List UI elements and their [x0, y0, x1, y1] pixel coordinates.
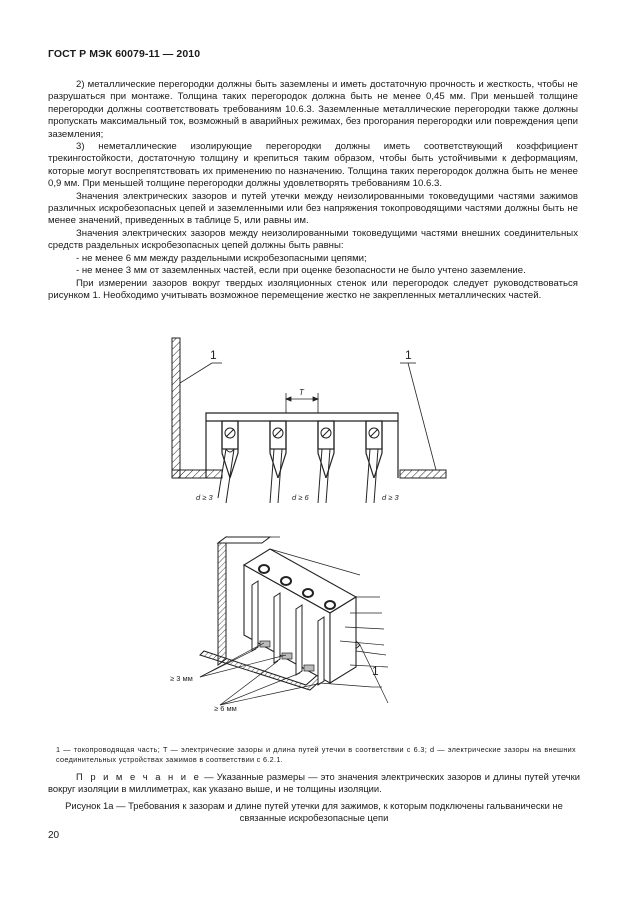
terminal-cross-section-figure	[160, 333, 460, 513]
figure-caption: Рисунок 1а — Требования к зазорам и длине путей утечки для зажимов, к которым подключены гальванически не связанные искробезопасные цепи	[65, 800, 563, 824]
label-d-left: d ≥ 3	[196, 493, 213, 502]
figure-note	[48, 771, 580, 795]
label-1: 1	[372, 664, 379, 678]
label-d-mid: d ≥ 6	[292, 493, 309, 502]
paragraph: Значения электрических зазоров и путей утечки между неизолированными токоведущими частями зажимов различных искробезопасных цепей и заземленными или без напряжения токопроводящими частями должны быть не менее значений, приведенных в таблице 5, или равны им.	[48, 190, 578, 227]
note-text: — Указанные размеры — это значения электрических зазоров и длины путей утечки вокруг изоляции в миллиметрах, как указано выше, и не толщины изоляции.	[48, 771, 580, 795]
label-6mm: ≥ 6 мм	[214, 704, 237, 713]
body-text	[48, 79, 578, 302]
grounded-wall	[218, 537, 226, 665]
paragraph: 2) металлические перегородки должны быть заземлены и иметь достаточную прочность и жесткость, чтобы не разрушаться при монтаже. Толщина таких перегородок должна быть не менее 0,45 мм. При меньшей толщине перегородки должны соответствовать требованиям 10.6.3. Заземленные металлические перегородки также должны пропускать максимальный ток, возможный в аварийных режимах, без прогорания перегородки или повреждения цепи заземления;	[48, 79, 578, 140]
paragraph: Значения электрических зазоров между неизолированными токоведущими частями внешних соединительных средств раздельных искробезопасных цепей должны быть равны:	[48, 227, 578, 252]
label-d-right: d ≥ 3	[382, 493, 399, 502]
note-prefix: П р и м е ч а н и е	[76, 771, 202, 782]
label-3mm: ≥ 3 мм	[170, 674, 193, 683]
label-1-right: 1	[405, 348, 412, 362]
terminal-isometric-figure	[160, 525, 400, 720]
label-1-left: 1	[210, 348, 217, 362]
leader-line	[408, 363, 436, 470]
paragraph: 3) неметаллические изолирующие перегородки должны иметь соответствующий коэффициент трекингостойкости, достаточную толщину и крепиться таким образом, чтобы быть устойчивыми к деформациям, которые могут воспрепятствовать их применению по назначению. Толщина таких перегородок должна быть не менее 0,9 мм. При меньшей толщине перегородки должны удовлетворять требованиям 10.6.3.	[48, 141, 578, 190]
paragraph: При измерении зазоров вокруг твердых изоляционных стенок или перегородок следует руководствоваться рисунком 1. Необходимо учитывать возможное перемещение жестко не закрепленных металлических частей.	[48, 277, 578, 301]
label-T: T	[299, 388, 304, 397]
list-item: - не менее 3 мм от заземленных частей, если при оценке безопасности не было учтено заземление.	[76, 265, 526, 277]
terminal-screws	[225, 428, 379, 438]
grounded-plate-right	[400, 470, 446, 478]
leader-line	[180, 363, 212, 383]
document-header: ГОСТ Р МЭК 60079-11 — 2010	[48, 48, 201, 60]
grounded-wall-top	[218, 537, 270, 543]
terminal-body	[206, 413, 398, 478]
figure-legend: 1 — токопроводящая часть; T — электрические зазоры и длина путей утечки в соответствии с 6.3; d — электрические зазоры на внешних соединительных устройствах зажимов в соответствии с 6.2.1.	[56, 745, 576, 764]
page-number: 20	[48, 830, 60, 841]
list-item: - не менее 6 мм между раздельными искробезопасными цепями;	[76, 252, 367, 264]
